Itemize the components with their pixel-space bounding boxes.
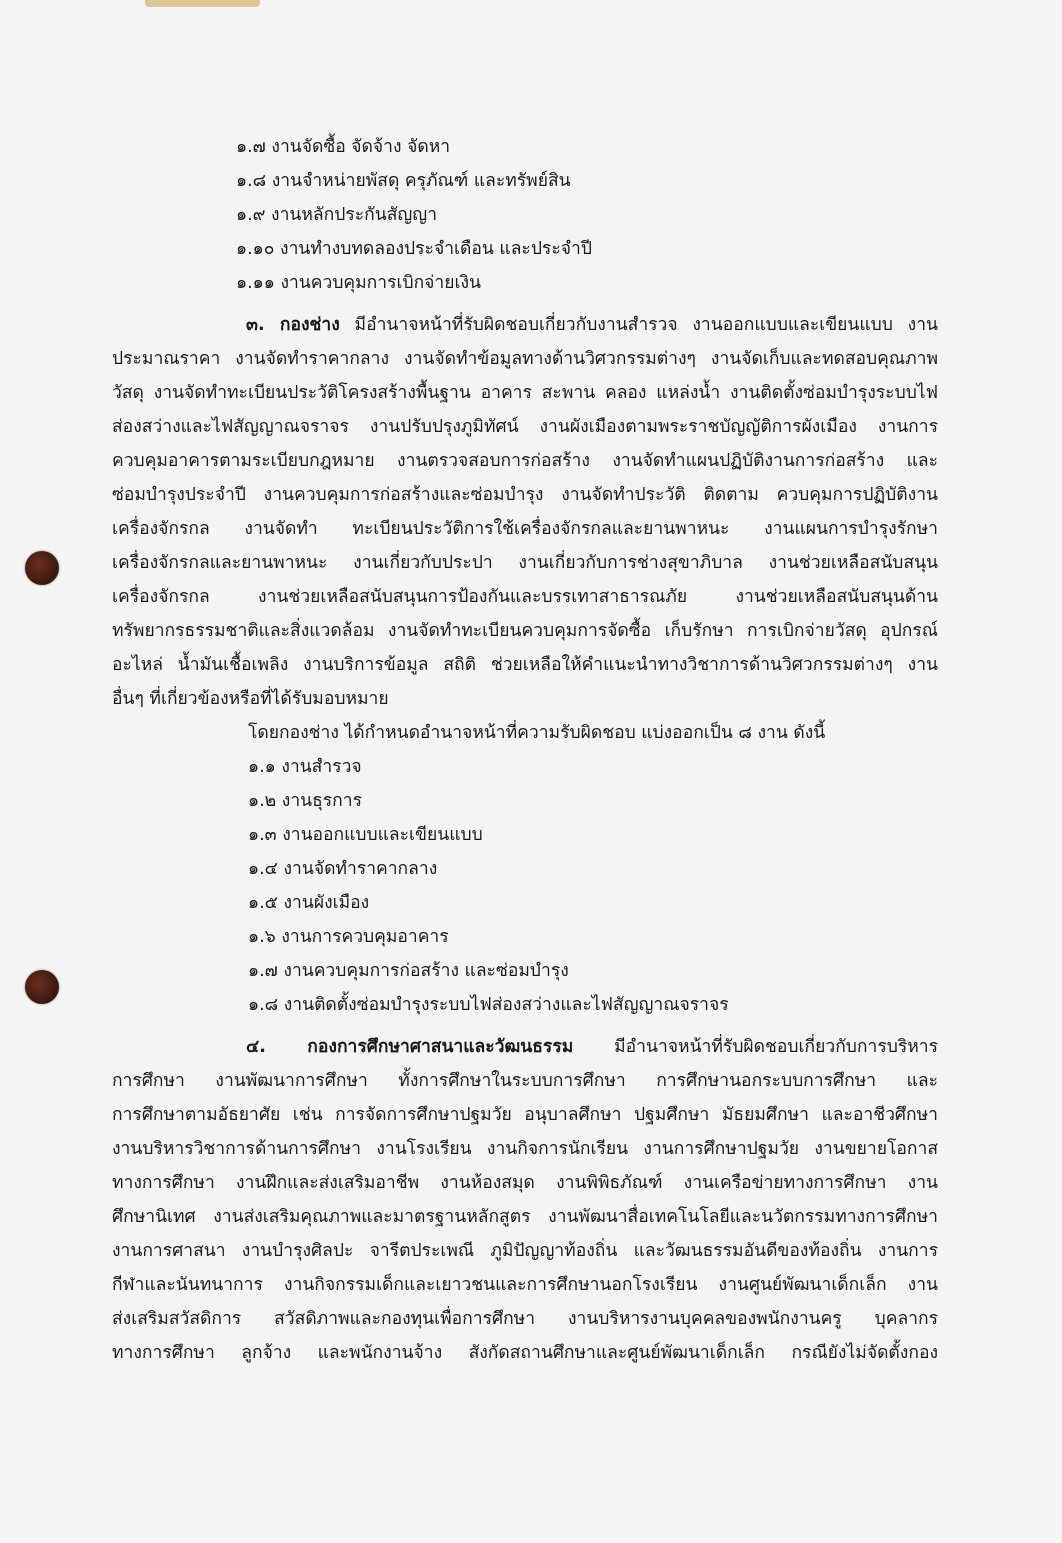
paragraph-text: มีอำนาจหน้าที่รับผิดชอบเกี่ยวกับการบริหาร (573, 1037, 938, 1057)
list-item: ๑.๙ งานหลักประกันสัญญา (236, 205, 438, 225)
list-item: ๑.๖ งานการควบคุมอาคาร (248, 927, 449, 947)
paragraph-line: อะไหล่ น้ำมันเชื้อเพลิง งานบริการข้อมูล สถิติ ช่วยเหลือให้คำแนะนำทางวิชาการด้านวิศวกรรมต่างๆ งาน (112, 655, 938, 675)
list-item: ๑.๑๐ งานทำงบทดลองประจำเดือน และประจำปี (236, 239, 592, 259)
paragraph-line: ทางการศึกษา งานฝึกและส่งเสริมอาชีพ งานห้องสมุด งานพิพิธภัณฑ์ งานเครือข่ายทางการศึกษา งาน (112, 1173, 938, 1193)
list-item: ๑.๓ งานออกแบบและเขียนแบบ (248, 825, 483, 845)
paragraph-line: ศึกษานิเทศ งานส่งเสริมคุณภาพและมาตรฐานหลักสูตร งานพัฒนาสื่อเทคโนโลยีและนวัตกรรมทางการศึกษา (112, 1207, 938, 1227)
paragraph-line: งานการศาสนา งานบำรุงศิลปะ จารีตประเพณี ภูมิปัญญาท้องถิ่น และวัฒนธรรมอันดีของท้องถิ่น งานการ (112, 1241, 938, 1261)
paragraph-line: วัสดุ งานจัดทำทะเบียนประวัติโครงสร้างพื้นฐาน อาคาร สะพาน คลอง แหล่งน้ำ งานติดตั้งซ่อมบำรุงระบบไฟ (112, 383, 938, 403)
list-item: ๑.๘ งานติดตั้งซ่อมบำรุงระบบไฟส่องสว่างและไฟสัญญาณจราจร (248, 995, 729, 1015)
list-item: ๑.๔ งานจัดทำราคากลาง (248, 859, 438, 879)
paragraph-text: มีอำนาจหน้าที่รับผิดชอบเกี่ยวกับงานสำรวจ งานออกแบบและเขียนแบบ งาน (339, 315, 938, 335)
list-item: ๑.๑ งานสำรวจ (248, 757, 362, 777)
paragraph-line: เครื่องจักรกล งานช่วยเหลือสนับสนุนการป้องกันและบรรเทาสาธารณภัย งานช่วยเหลือสนับสนุนด้าน (112, 587, 938, 607)
section3-intro: โดยกองช่าง ได้กำหนดอำนาจหน้าที่ความรับผิดชอบ แบ่งออกเป็น ๘ งาน ดังนี้ (248, 723, 826, 743)
section3-item-list (112, 750, 938, 1022)
punch-hole (25, 970, 59, 1004)
section4-paragraph (112, 1030, 938, 1370)
list-item: ๑.๘ งานจำหน่ายพัสดุ ครุภัณฑ์ และทรัพย์สิน (236, 171, 571, 191)
paragraph-line: ทรัพยากรธรรมชาติและสิ่งแวดล้อม งานจัดทำทะเบียนควบคุมการจัดซื้อ เก็บรักษา การเบิกจ่ายวัสดุ อุปกรณ์ (112, 621, 938, 641)
paragraph-line: เครื่องจักรกลและยานพาหนะ งานเกี่ยวกับประปา งานเกี่ยวกับการช่างสุขาภิบาล งานช่วยเหลือสนับสนุน (112, 553, 938, 573)
paragraph-line: เครื่องจักรกล งานจัดทำ ทะเบียนประวัติการใช้เครื่องจักรกลและยานพาหนะ งานแผนการบำรุงรักษา (112, 519, 938, 539)
paragraph-last-line: อื่นๆ ที่เกี่ยวข้องหรือที่ได้รับมอบหมาย (112, 689, 389, 709)
section3-heading: ๓. กองช่าง (246, 315, 340, 335)
section4-heading: ๔. กองการศึกษาศาสนาและวัฒนธรรม (246, 1037, 574, 1057)
list-item: ๑.๗ งานควบคุมการก่อสร้าง และซ่อมบำรุง (248, 961, 569, 981)
paragraph-line: ควบคุมอาคารตามระเบียบกฎหมาย งานตรวจสอบการก่อสร้าง งานจัดทำแผนปฏิบัติงานการก่อสร้าง และ (112, 451, 938, 471)
section3-paragraph (112, 308, 938, 716)
paragraph-line: ส่องสว่างและไฟสัญญาณจราจร งานปรับปรุงภูมิทัศน์ งานผังเมืองตามพระราชบัญญัติการผังเมือง งานการ (112, 417, 938, 437)
paragraph-first-line (112, 1030, 938, 1064)
paragraph-line: ซ่อมบำรุงประจำปี งานควบคุมการก่อสร้างและซ่อมบำรุง งานจัดทำประวัติ ติดตาม ควบคุมการปฏิบัติงาน (112, 485, 938, 505)
paragraph-line: ประมาณราคา งานจัดทำราคากลาง งานจัดทำข้อมูลทางด้านวิศวกรรมต่างๆ งานจัดเก็บและทดสอบคุณภาพ (112, 349, 938, 369)
list-item: ๑.๗ งานจัดซื้อ จัดจ้าง จัดหา (236, 137, 451, 157)
section1-item-list (112, 130, 938, 300)
paragraph-line: กีฬาและนันทนาการ งานกิจกรรมเด็กและเยาวชนและการศึกษานอกโรงเรียน งานศูนย์พัฒนาเด็กเล็ก งาน (112, 1275, 938, 1295)
list-item: ๑.๒ งานธุรการ (248, 791, 363, 811)
paragraph-line: การศึกษา งานพัฒนาการศึกษา ทั้งการศึกษาในระบบการศึกษา การศึกษานอกระบบการศึกษา และ (112, 1071, 938, 1091)
paragraph-line: ส่งเสริมสวัสดิการ สวัสดิภาพและกองทุนเพื่อการศึกษา งานบริหารงานบุคคลของพนักงานครู บุคลากร (112, 1309, 938, 1329)
document-body (112, 130, 938, 1370)
punch-hole (25, 551, 59, 585)
top-edge-mark (145, 0, 260, 7)
paragraph-line: ทางการศึกษา ลูกจ้าง และพนักงานจ้าง สังกัดสถานศึกษาและศูนย์พัฒนาเด็กเล็ก กรณียังไม่จัดตั้งกอง (112, 1343, 938, 1363)
paragraph-line: การศึกษาตามอัธยาศัย เช่น การจัดการศึกษาปฐมวัย อนุบาลศึกษา ปฐมศึกษา มัธยมศึกษา และอาชีวศึกษา (112, 1105, 938, 1125)
paragraph-line: งานบริหารวิชาการด้านการศึกษา งานโรงเรียน งานกิจการนักเรียน งานการศึกษาปฐมวัย งานขยายโอกาส (112, 1139, 938, 1159)
list-item: ๑.๑๑ งานควบคุมการเบิกจ่ายเงิน (236, 273, 481, 293)
list-item: ๑.๕ งานผังเมือง (248, 893, 370, 913)
paragraph-first-line (112, 308, 938, 342)
